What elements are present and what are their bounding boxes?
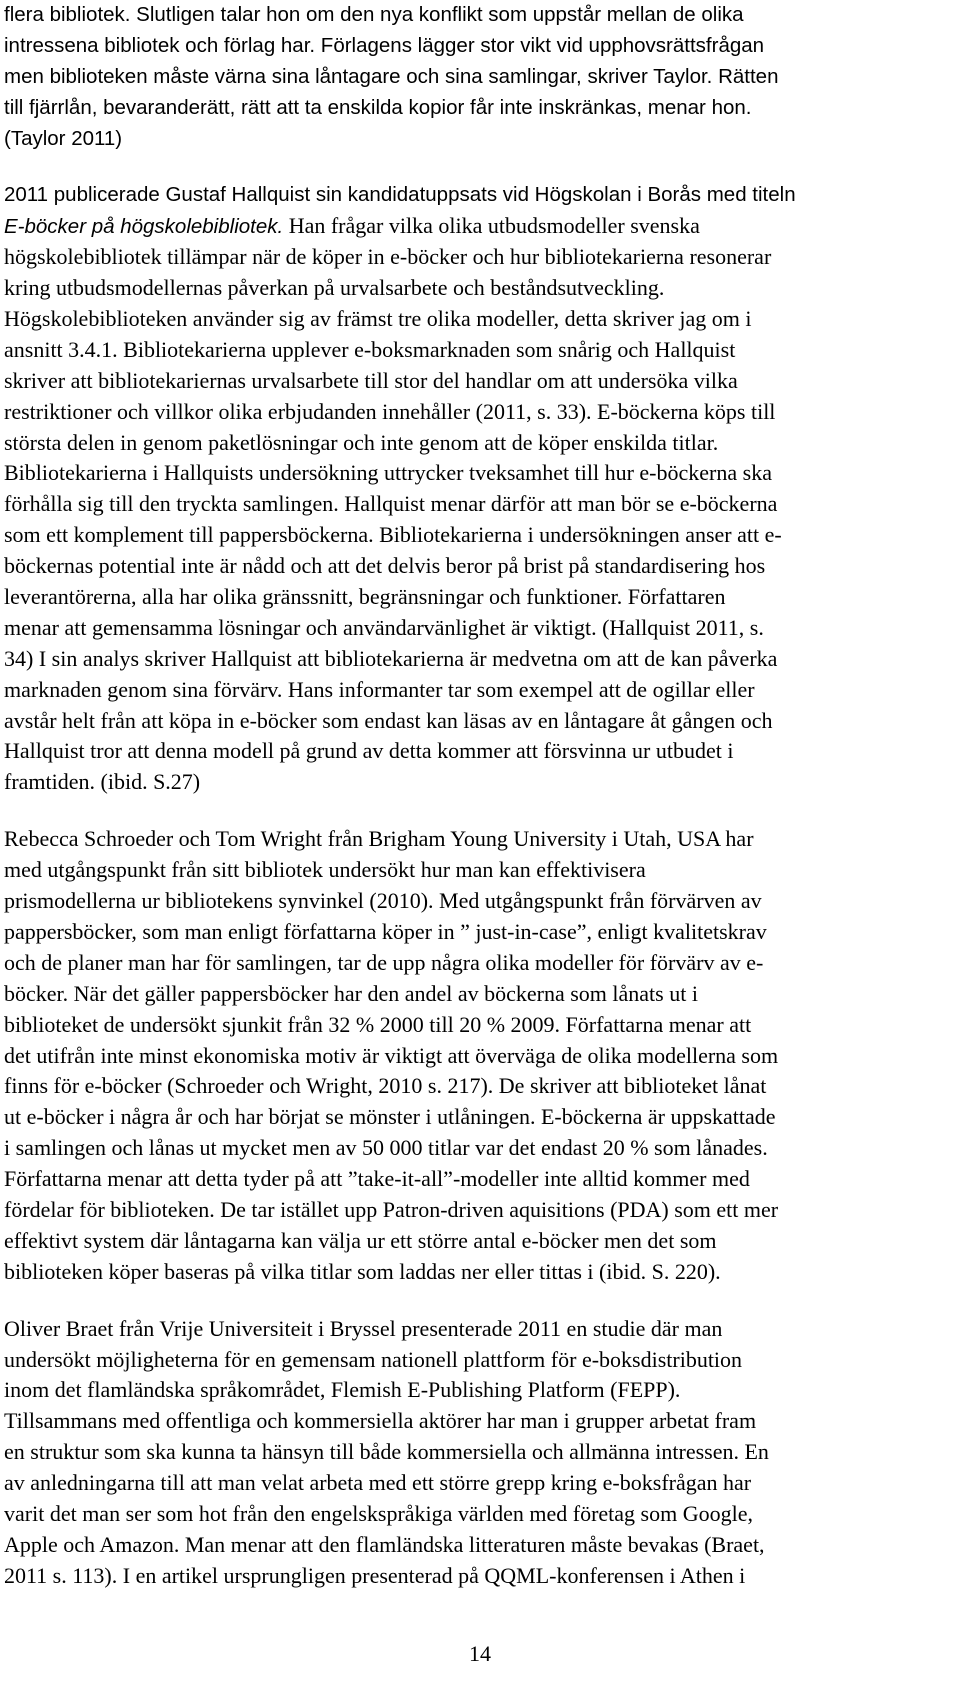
text-line: av anledningarna till att man velat arbeta med ett större grepp kring e-boksfrågan har (4, 1470, 752, 1496)
text-line: effektivt system där låntagarna kan välja ur ett större antal e-böcker men det som (4, 1227, 717, 1253)
text-line: en struktur som ska kunna ta hänsyn till både kommersiella och allmänna intressen. En (4, 1439, 769, 1465)
text-line: det utifrån inte minst ekonomiska motiv är viktigt att överväga de olika modellerna som (4, 1042, 779, 1068)
text-line: menar att gemensamma lösningar och användarvänlighet är viktigt. (Hallquist 2011, s. (4, 614, 764, 640)
text-line: Högskolebiblioteken använder sig av främst tre olika modeller, detta skriver jag om i (4, 306, 752, 332)
text-line: fördelar för biblioteken. De tar istället upp Patron-driven aquisitions (PDA) som ett mer (4, 1196, 779, 1222)
text-line: biblioteket de undersökt sjunkit från 32 % 2000 till 20 % 2009. Författarna menar att (4, 1011, 752, 1037)
document-page (4, 0, 956, 1592)
page-number: 14 (469, 1641, 491, 1666)
text-line: Författarna menar att detta tyder på att ”take-it-all”-modeller inte alltid kommer med (4, 1166, 750, 1192)
text-line: restriktioner och villkor olika erbjudanden innehåller (2011, s. 33). E-böckerna köps till (4, 398, 776, 424)
text-line: flera bibliotek. Slutligen talar hon om den nya konflikt som uppstår mellan de olika (4, 3, 744, 26)
text-line: pappersböcker, som man enligt författarna köper in ” just-in-case”, enligt kvalitetskrav (4, 918, 767, 944)
paragraph-4 (4, 1314, 956, 1592)
text-line: (Taylor 2011) (4, 126, 123, 150)
text-line: till fjärrlån, bevaranderätt, rätt att ta enskilda kopior får inte inskränkas, menar hon. (4, 95, 752, 119)
text-line: förhålla sig till den tryckta samlingen. Hallquist menar därför att man bör se e-böckerna (4, 491, 778, 517)
text-line: och de planer man har för samlingen, tar de upp några olika modeller för förvärv av e- (4, 949, 764, 975)
text-line: Oliver Braet från Vrije Universiteit i Bryssel presenterade 2011 en studie där man (4, 1315, 723, 1341)
text-line: biblioteken köper baseras på vilka titlar som laddas ner eller tittas i (ibid. S. 220). (4, 1258, 721, 1284)
paragraph-2 (4, 180, 956, 798)
text-run: Han frågar vilka olika utbudsmodeller svenska (283, 213, 700, 239)
text-line: leverantörerna, alla har olika gränssnitt, begränsningar och funktioner. Författaren (4, 584, 726, 610)
text-line: som ett komplement till pappersböckerna. Bibliotekarierna i undersökningen anser att e- (4, 522, 782, 548)
paragraph-1 (4, 0, 956, 154)
text-line: Bibliotekarierna i Hallquists undersökning uttrycker tveksamhet till hur e-böckerna ska (4, 460, 772, 486)
text-line: marknaden genom sina förvärv. Hans informanter tar som exempel att de ogillar eller (4, 676, 755, 702)
text-line: i samlingen och lånas ut mycket men av 50 000 titlar var det endast 20 % som lånades. (4, 1135, 768, 1161)
text-line: intressena bibliotek och förlag har. Förlagens lägger stor vikt vid upphovsrättsfrågan (4, 33, 765, 57)
text-line: största delen in genom paketlösningar och inte genom att de köper enskilda titlar. (4, 429, 719, 455)
paragraph-gap (4, 154, 956, 180)
text-line: ansnitt 3.4.1. Bibliotekarierna upplever e-boksmarknaden som snårig och Hallquist (4, 336, 736, 362)
text-line: Hallquist tror att denna modell på grund av detta kommer att försvinna ur utbudet i (4, 738, 734, 764)
text-line: varit det man ser som hot från den engelskspråkiga världen med företag som Google, (4, 1500, 753, 1526)
text-line: 2011 s. 113). I en artikel ursprungligen presenterad på QQML-konferensen i Athen i (4, 1562, 746, 1588)
text-line: finns för e-böcker (Schroeder och Wright, 2010 s. 217). De skriver att biblioteket lånat (4, 1073, 767, 1099)
text-line: 34) I sin analys skriver Hallquist att bibliotekarierna är medvetna om att de kan påverka (4, 645, 778, 671)
text-line: framtiden. (ibid. S.27) (4, 769, 201, 795)
text-line (4, 211, 956, 242)
text-line: med utgångspunkt från sitt bibliotek undersökt hur man kan effektivisera (4, 857, 646, 883)
text-line: Rebecca Schroeder och Tom Wright från Brigham Young University i Utah, USA har (4, 826, 754, 852)
text-line: kring utbudsmodellernas påverkan på urvalsarbete och beståndsutveckling. (4, 275, 665, 301)
text-line: böcker. När det gäller pappersböcker har den andel av böckerna som lånats ut i (4, 980, 698, 1006)
text-line: men biblioteken måste värna sina låntagare och sina samlingar, skriver Taylor. Rätten (4, 64, 779, 88)
text-line: Apple och Amazon. Man menar att den flamländska litteraturen måste bevakas (Braet, (4, 1531, 765, 1557)
text-line: böckernas potential inte är nådd och att det delvis beror på brist på standardisering hos (4, 553, 766, 579)
text-line: Tillsammans med offentliga och kommersiella aktörer har man i grupper arbetat fram (4, 1408, 757, 1434)
paragraph-gap (4, 798, 956, 824)
text-line: 2011 publicerade Gustaf Hallquist sin kandidatuppsats vid Högskolan i Borås med titeln (4, 183, 796, 207)
text-line: ut e-böcker i några år och har börjat se mönster i utlåningen. E-böckerna är uppskattade (4, 1104, 776, 1130)
thesis-title: E-böcker på högskolebibliotek. (4, 215, 284, 239)
text-line: avstår helt från att köpa in e-böcker som endast kan läsas av en låntagare åt gången och (4, 707, 773, 733)
text-line: undersökt möjligheterna för en gemensam nationell plattform för e-boksdistribution (4, 1346, 743, 1372)
paragraph-gap (4, 1288, 956, 1314)
text-line: skriver att bibliotekariernas urvalsarbete till stor del handlar om att undersöka vilka (4, 367, 738, 393)
text-line: högskolebibliotek tillämpar när de köper in e-böcker och hur bibliotekarierna resonerar (4, 244, 772, 270)
text-line: inom det flamländska språkområdet, Flemish E-Publishing Platform (FEPP). (4, 1377, 681, 1403)
text-line: prismodellerna ur bibliotekens synvinkel (2010). Med utgångspunkt från förvärven av (4, 888, 762, 914)
paragraph-3 (4, 824, 956, 1287)
